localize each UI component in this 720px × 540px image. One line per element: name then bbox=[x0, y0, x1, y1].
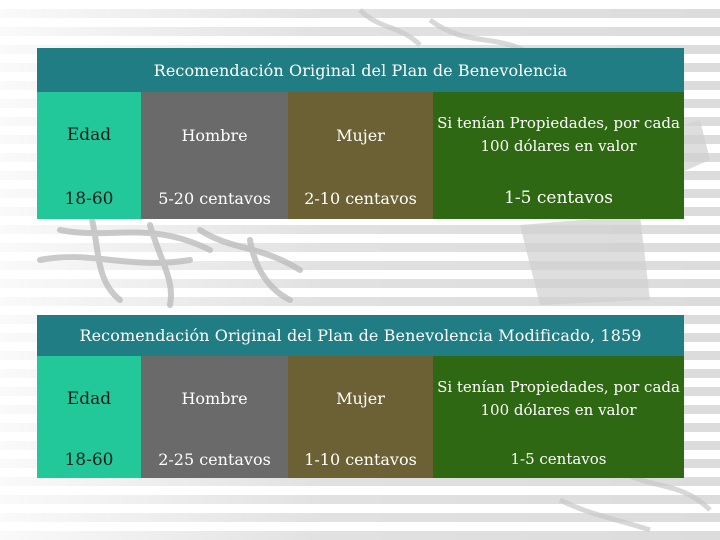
header-men: Hombre bbox=[141, 92, 288, 178]
header-women: Mujer bbox=[288, 356, 433, 441]
table-title: Recomendación Original del Plan de Benevolencia Modificado, 1859 bbox=[37, 315, 684, 356]
header-property: Si tenían Propiedades, por cada 100 dólares en valor bbox=[433, 356, 684, 441]
header-men: Hombre bbox=[141, 356, 288, 441]
cell-age: 18-60 bbox=[37, 178, 141, 219]
cell-property: 1-5 centavos bbox=[433, 441, 684, 478]
table-row bbox=[37, 441, 684, 478]
table-header-row bbox=[37, 92, 684, 178]
table-row bbox=[37, 178, 684, 219]
cell-women: 2-10 centavos bbox=[288, 178, 433, 219]
header-age: Edad bbox=[37, 92, 141, 178]
cell-men: 5-20 centavos bbox=[141, 178, 288, 219]
table-title: Recomendación Original del Plan de Benevolencia bbox=[37, 48, 684, 92]
cell-women: 1-10 centavos bbox=[288, 441, 433, 478]
header-women: Mujer bbox=[288, 92, 433, 178]
original-plan-table bbox=[37, 48, 684, 219]
table-header-row bbox=[37, 356, 684, 441]
header-property: Si tenían Propiedades, por cada 100 dólares en valor bbox=[433, 92, 684, 178]
header-age: Edad bbox=[37, 356, 141, 441]
cell-age: 18-60 bbox=[37, 441, 141, 478]
cell-property: 1-5 centavos bbox=[433, 178, 684, 219]
modified-plan-table bbox=[37, 315, 684, 478]
cell-men: 2-25 centavos bbox=[141, 441, 288, 478]
